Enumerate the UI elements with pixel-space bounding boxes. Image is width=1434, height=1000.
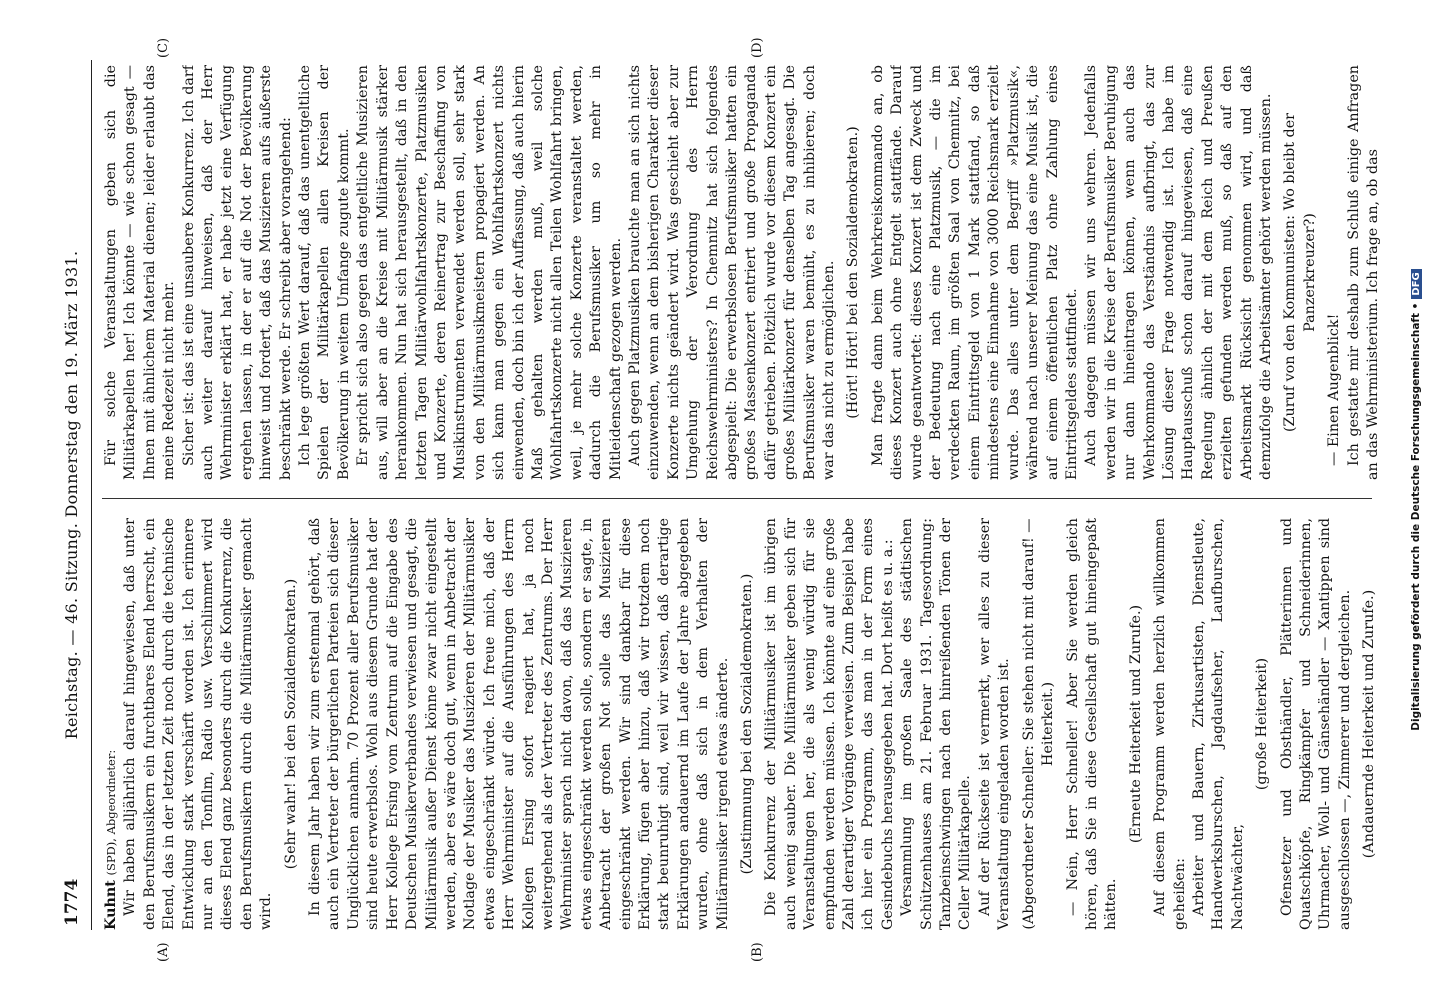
column-divider: [102, 498, 1372, 499]
interjection: (Erneute Heiterkeit und Zurufe.): [1127, 604, 1144, 844]
paragraph: Auf diesem Programm werden herzlich willkommen geheißen:: [1152, 518, 1188, 930]
quotation: Versammlung im großen Saale des städtischen Schützenhauses am 21. Februar 1931. Tagesordnung: Tanzbeinschwingen nach den hinreißenden Tönen der Celler Militärkapelle.: [899, 518, 974, 930]
paragraph: Auch gegen Platzmusiken brauchte man an sich nichts einzuwenden, wenn an dem bisherigen Charakter dieser Konzerte nichts geändert wird. Was geschieht aber zur Umgehung der Verordnung des Herrn Reichswehrministers? In Chemnitz hat sich folgendes abgespielt: Die erwerbslosen Berufsmusiker hatten ein großes Massenkonzert entriert und große Propaganda dafür getrieben. Plötzlich wurde vor diesem Konzert ein großes Militärkonzert für denselben Tag angesagt. Die Berufsmusiker waren bemüht, es zu inhibieren; doch war das nicht zu ermöglichen.: [626, 65, 838, 480]
paragraph: In diesem Jahr haben wir zum erstenmal gehört, daß auch ein Vertreter der bürgerlichen Parteien sich dieser Unglücklichen annahm. 70 Prozent aller Berufsmusiker sind heute erwerbslos. Wohl aus diesem Grunde hat der Herr Kollege Ersing vom Zentrum auf die Eingabe des Deutschen Musikerverbandes verwiesen und gesagt, die Militärmusik außer Dienst könne zwar nicht eingestellt werden, aber es wäre doch gut, wenn in Anbetracht der Notlage der Musiker das Musizieren der Militärmusiker etwas eingeschränkt würde. Ich freue mich, daß der Herr Wehrminister auf die Ausführungen des Herrn Kollegen Ersing sofort reagiert hat, ja noch weitergehend als der Vertreter des Zentrums. Der Herr Wehrminister sprach nicht davon, daß das Musizieren etwas eingeschränkt werden solle, sondern er sagte, in Anbetracht der großen Not solle das Musizieren eingeschränkt werden. Wir sind dankbar für diese Erklärung, fügen aber hinzu, daß wir trotzdem noch stark beunruhigt sind, weil wir wissen, daß derartige Erklärungen andauernd im Laufe der Jahre abgegeben wurden, ohne daß sich in dem Verhalten der Militärmusiker irgend etwas änderte.: [307, 518, 731, 930]
left-column: [102, 518, 1382, 930]
header-rule: [91, 60, 92, 930]
rotated-page: [60, 37, 1395, 962]
dfg-logo: DFG: [1411, 269, 1422, 298]
quotation: Ich lege größten Wert darauf, daß das unentgeltliche Spielen der Militärkapellen allen Kreisen der Bevölkerung in weitem Umfange zugute kommt.: [297, 65, 352, 480]
interjection: (Andauernde Heiterkeit und Zurufe.): [1361, 589, 1378, 859]
margin-mark-d: (D): [750, 37, 765, 58]
speaker-line: [102, 518, 121, 930]
paragraph: — Einen Augenblick!: [1326, 313, 1343, 466]
paragraph: Wir haben alljährlich darauf hingewiesen, daß unter den Berufsmusikern ein furchtbares Elend herrscht, ein Elend, das in der letzten Zeit noch durch die technische Entwicklung stark verschärft worden ist. Ich erinnere nur an den Tonfilm, Radio usw. Verschlimmert wird dieses Elend ganz besonders durch die Konkurrenz, die den Berufsmusikern durch die Militärmusiker gemacht wird.: [122, 518, 275, 930]
quotation: Arbeiter und Bauern, Zirkusartisten, Dienstleute, Handwerksburschen, Jagdaufseher, Laufburschen, Nachtwächter,: [1190, 518, 1246, 930]
digitization-credit: [1410, 0, 1426, 1000]
interjection: (Zustimmung bei den Sozialdemokraten.): [739, 573, 755, 875]
margin-mark-c: (C): [156, 37, 171, 58]
interjection: (Abgeordneter Schneller: Sie stehen nicht mit darauf! — Heiterkeit.): [1020, 518, 1057, 930]
interjection: (Sehr wahr! bei den Sozialdemokraten.): [282, 578, 299, 870]
paragraph: Sicher ist: das ist eine unsaubere Konkurrenz. Ich darf auch weiter darauf hinweisen, daß der Herr Wehrminister erklärt hat, er habe jetzt eine Verfügung ergehen lassen, in der er auf die Not der Bevölkerung hinweist und fordert, daß das Musizieren aufs äußerste beschränkt werde. Er schreibt aber vorangehend:: [180, 65, 294, 480]
paragraph: Ich gestatte mir deshalb zum Schluß einige Anfragen an das Wehrministerium. Ich frage an, ob das: [1345, 65, 1381, 480]
paragraph: Für solche Veranstaltungen geben sich die Militärkapellen her! Ich könnte — wie schon gesagt — Ihnen mit ähnlichem Material dienen; leider erlaubt das meine Redezeit nicht mehr.: [103, 65, 178, 480]
interjection: (große Heiterkeit): [1254, 657, 1271, 791]
paragraph: Die Konkurrenz der Militärmusiker ist im übrigen auch wenig sauber. Die Militärmusiker geben sich für Veranstaltungen her, die als wenig würdig für sie empfunden werden müssen. Ich könnte auf eine große Zahl derartiger Vorgänge verweisen. Zum Beispiel habe ich hier ein Programm, das man in der Form eines Gesindebuchs herausgegeben hat. Dort heißt es u. a.:: [763, 518, 896, 930]
paragraph: — Nein, Herr Schneller! Aber Sie werden gleich hören, daß Sie in diese Gesellschaft gut hineingepaßt hätten.: [1064, 518, 1120, 930]
paragraph: Auch dagegen müssen wir uns wehren. Jedenfalls werden wir in die Kreise der Berufsmusiker Beruhigung nur dann hineintragen können, wenn auch das Wehrkommando das Verständnis aufbringt, das zur Lösung dieser Frage notwendig ist. Ich habe im Hauptausschuß schon darauf hingewiesen, daß eine Regelung ähnlich der mit dem Reich und Preußen erzielten gefunden werden muß, so daß auf den Arbeitsmarkt Rücksicht genommen wird, und daß demzufolge die Arbeitsämter gehört werden müssen.: [1083, 65, 1274, 480]
interjection: (Hört! Hört! bei den Sozialdemokraten.): [845, 126, 862, 419]
running-title: Reichstag. — 46. Sitzung. Donnerstag den 19. März 1931.: [62, 250, 81, 740]
speaker-name: Kuhnt: [103, 880, 119, 930]
speaker-party: (SPD), Abgeordneter:: [104, 749, 118, 876]
margin-mark-b: (B): [750, 942, 765, 962]
margin-mark-a: (A): [156, 942, 171, 962]
page-number: 1774: [62, 878, 82, 926]
credit-text: Digitalisierung gefördert durch die Deutsche Forschungsgemeinschaft •: [1410, 302, 1422, 731]
paragraph: Man fragte dann beim Wehrkreiskommando an, ob dieses Konzert auch ohne Entgelt stattfände. Darauf wurde geantwortet: dieses Konzert ist dem Zweck und der Bedeutung nach eine Platzmusik, — die im verdeckten Raum, im größten Saal von Chemnitz, bei einem Eintrittsgeld von 1 Mark stattfand, so daß mindestens eine Einnahme von 3000 Reichsmark erzielt wurde. Das alles unter dem Begriff »Platzmusik«, während nach unserer Meinung das eine Musik ist, die auf einem öffentlichen Platz ohne Zahlung eines Eintrittsgeldes stattfindet.: [869, 65, 1080, 480]
interjection: (Zuruf von den Kommunisten: Wo bleibt der Panzerkreuzer?): [1282, 112, 1318, 433]
right-column: [102, 65, 1382, 480]
paragraph: Er spricht sich also gegen das entgeltliche Musizieren aus, will aber an die Kreise mit Militärmusik stärker herankommen. Nun hat sich herausgestellt, daß in den letzten Tagen Militärwohlfahrtskonzerte, Platzmusiken und Konzerte, deren Reinertrag zur Beschaffung von Musikinstrumenten verwendet werden soll, sehr stark von den Militärmusikmeistern propagiert werden. An sich kann man gegen ein Wohlfahrtskonzert nichts einwenden, doch bin ich der Auffassung, daß auch hierin Maß gehalten werden muß, weil solche Wohlfahrtskonzerte nicht allen Teilen Wohlfahrt bringen, weil, je mehr solche Konzerte veranstaltet werden, dadurch die Berufsmusiker um so mehr in Mitleidenschaft gezogen werden.: [355, 65, 624, 480]
page-header: [60, 60, 98, 930]
quotation: Ofensetzer und Obsthändler, Plätterinnen und Quatschköpfe, Ringkämpfer und Schneiderinnen, Uhrmacher, Woll- und Gänsehändler — Xantippen sind ausgeschlossen —, Zimmerer und dergleichen.: [1278, 518, 1353, 930]
paragraph: Auf der Rückseite ist vermerkt, wer alles zu dieser Veranstaltung eingeladen worden ist.: [976, 518, 1013, 930]
